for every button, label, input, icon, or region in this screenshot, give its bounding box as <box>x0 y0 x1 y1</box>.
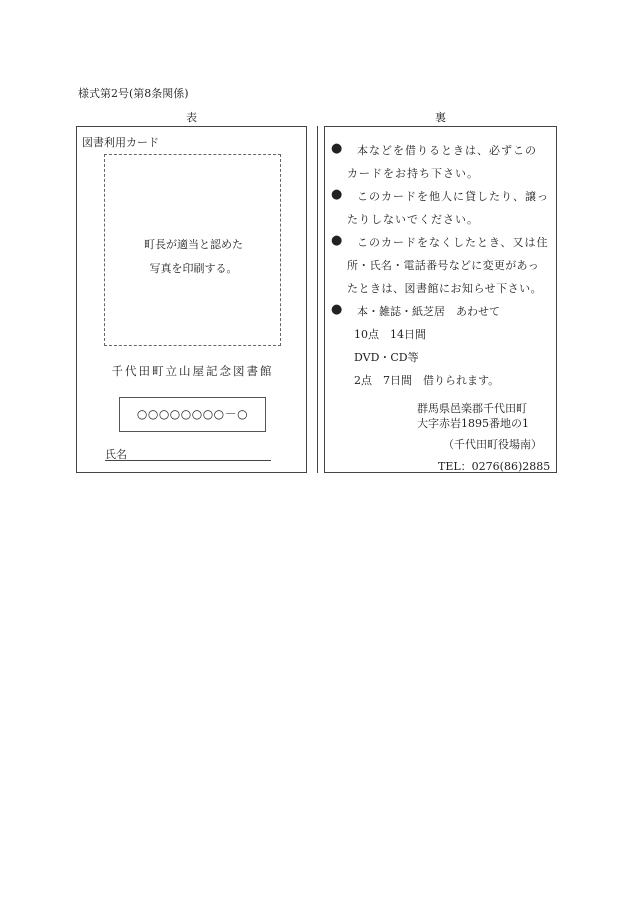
bullet-icon: ● <box>331 187 343 202</box>
bullet-icon: ● <box>331 233 343 248</box>
photo-instruction-line: 町長が適当と認めた <box>144 238 243 251</box>
notice-line: 本などを借りるときは、必ずこの <box>357 144 537 157</box>
telephone-number: TEL：0276(86)2885 <box>438 460 551 473</box>
address-line: 大字赤岩1895番地の1 <box>417 417 529 430</box>
photo-area <box>104 154 281 346</box>
library-name: 千代田町立山屋記念図書館 <box>111 364 274 378</box>
form-number: 様式第2号(第8条関係) <box>78 87 189 100</box>
bullet-icon: ● <box>331 302 343 317</box>
notice-line: カードをお持ち下さい。 <box>347 167 479 180</box>
notice-line: このカードをなくしたとき、又は住 <box>357 236 549 249</box>
address-line: 群馬県邑楽郡千代田町 <box>417 402 527 415</box>
loan-line: 2点 7日間 借りられます。 <box>354 374 500 387</box>
address-note: （千代田町役場南） <box>443 438 542 451</box>
divider-line <box>317 126 318 473</box>
notice-line: このカードを他人に貸したり、譲っ <box>357 190 549 203</box>
name-signature-line <box>105 460 271 461</box>
card-number-box <box>119 397 266 432</box>
notice-line: たときは、図書館にお知らせ下さい。 <box>347 282 543 295</box>
back-label: 裏 <box>435 111 446 124</box>
notice-line: たりしないでください。 <box>347 213 479 226</box>
card-front <box>76 126 307 473</box>
photo-instructions <box>105 233 282 281</box>
loan-line: DVD・CD等 <box>354 351 419 364</box>
loan-line: 10点 14日間 <box>354 328 426 341</box>
photo-instruction-line: 写真を印刷する。 <box>149 262 238 275</box>
front-label: 表 <box>186 111 197 124</box>
card-number: ○○○○○○○○－○ <box>136 407 249 421</box>
name-label: 氏名 <box>105 448 127 461</box>
bullet-icon: ● <box>331 141 343 156</box>
card-title: 図書利用カード <box>82 136 159 149</box>
notice-line: 所・氏名・電話番号などに変更があっ <box>347 259 539 272</box>
card-back <box>324 126 557 473</box>
notice-line: 本・雑誌・紙芝居 あわせて <box>357 305 500 318</box>
